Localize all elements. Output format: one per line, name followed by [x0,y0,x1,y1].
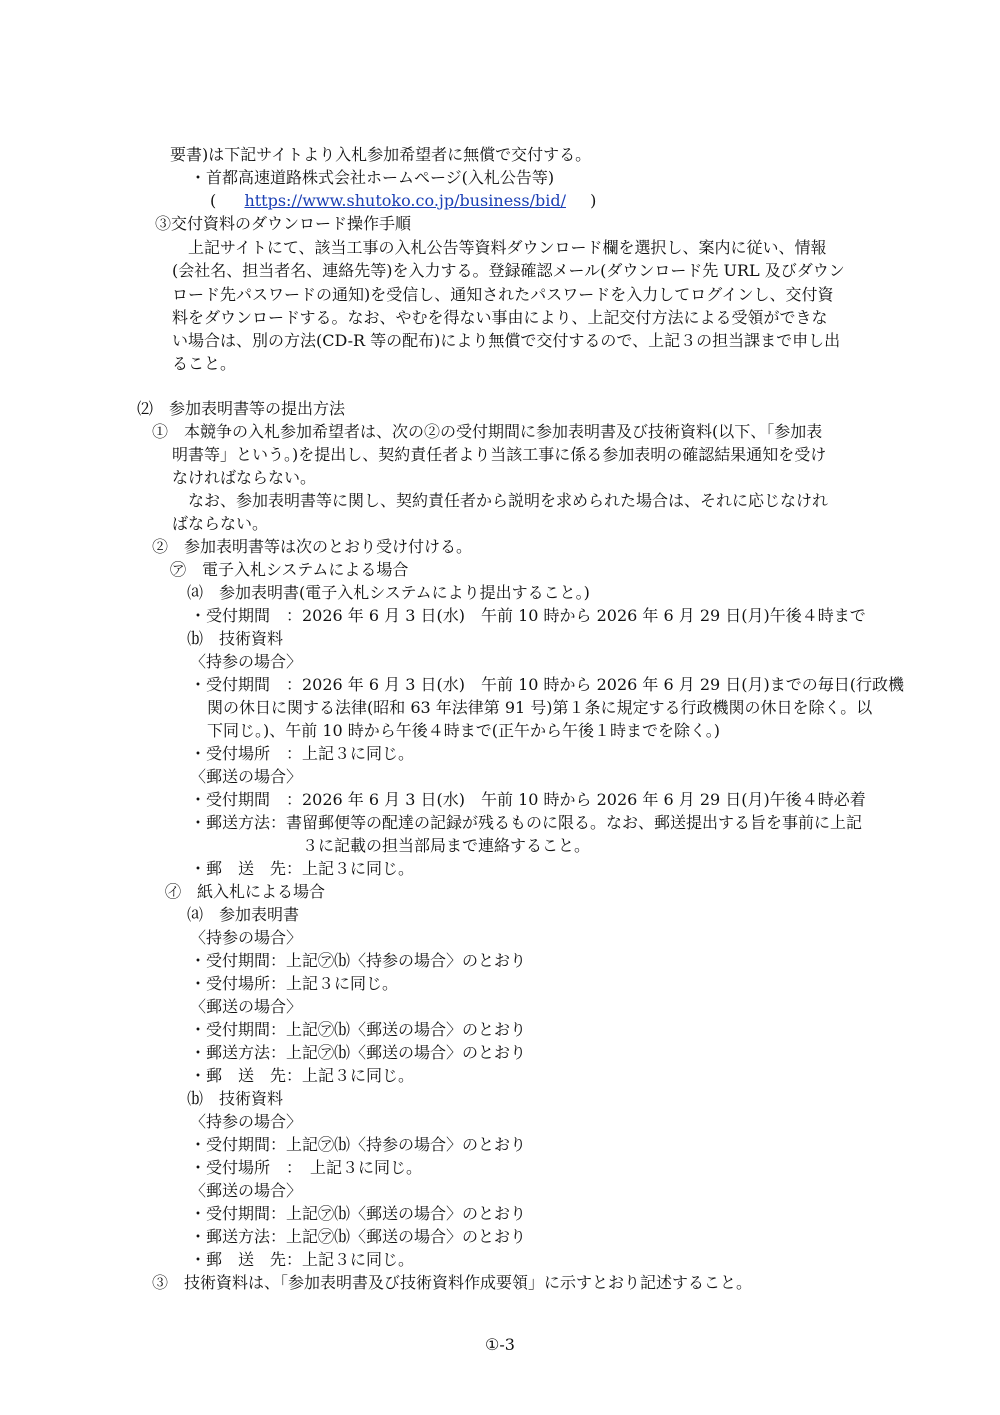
list-item: ・郵送方法：上記㋐⒝〈郵送の場合〉のとおり [190,1043,527,1062]
label: 〈持参の場合〉 [190,928,303,947]
paragraph-line: ること。 [172,354,237,373]
list-item: ・郵 送 先：上記３に同じ。 [190,859,415,878]
label: 〈持参の場合〉 [190,652,303,671]
list-item: ・受付場所 ：上記３に同じ。 [190,744,415,763]
label: 〈郵送の場合〉 [190,997,303,1016]
paragraph-line: 料をダウンロードする。なお、やむを得ない事由により、上記交付方法による受領ができな [172,308,828,327]
list-item: ・受付期間 ：2026 年 6 月 3 日(水) 午前 10 時から 2026 年 6 月 29 日(月)午後４時必着 [190,790,866,809]
paragraph-line: なお、参加表明書等に関し、契約責任者から説明を求められた場合は、それに応じなけれ [188,491,829,510]
paragraph-line: 明書等」という。)を提出し、契約責任者より当該工事に係る参加表明の確認結果通知を受け [172,445,827,464]
list-item: ・郵 送 先：上記３に同じ。 [190,1250,415,1269]
subheading: ㋐ 電子入札システムによる場合 [170,560,409,579]
list-item: ③ 技術資料は、「参加表明書及び技術資料作成要領」に示すとおり記述すること。 [152,1273,753,1292]
list-item: ・受付期間 ：2026 年 6 月 3 日(水) 午前 10 時から 2026 年 6 月 29 日(月)午後４時まで [190,606,866,625]
paren-close: ) [590,191,597,210]
paragraph-line: い場合は、別の方法(CD-R 等の配布)により無償で交付するので、上記３の担当課まで申し出 [172,331,841,350]
list-item: ・郵送方法：上記㋐⒝〈郵送の場合〉のとおり [190,1227,527,1246]
url-line [210,190,596,212]
paragraph-line: ① 本競争の入札参加希望者は、次の②の受付期間に参加表明書及び技術資料(以下、「参加表 [152,422,823,441]
paragraph-line: なければならない。 [172,468,317,487]
list-item: 関の休日に関する法律(昭和 63 年法律第 91 号)第１条に規定する行政機関の休日を除く。以 [207,698,873,717]
subheading: ⒜ 参加表明書 [187,905,300,924]
subheading: ㋑ 紙入札による場合 [165,882,326,901]
list-item: ・受付場所 ： 上記３に同じ。 [190,1158,423,1177]
list-item: 下同じ。)、午前 10 時から午後４時まで(正午から午後１時までを除く。) [207,721,720,740]
list-item: ・受付期間：上記㋐⒝〈持参の場合〉のとおり [190,951,527,970]
text-line: 要書)は下記サイトより入札参加希望者に無償で交付する。 [170,145,592,164]
list-item: ・受付期間 ：2026 年 6 月 3 日(水) 午前 10 時から 2026 年 6 月 29 日(月)までの毎日(行政機 [190,675,905,694]
list-item: ・受付場所：上記３に同じ。 [190,974,399,993]
subheading: ⒝ 技術資料 [187,1089,284,1108]
subheading: ⒜ 参加表明書(電子入札システムにより提出すること。) [187,583,590,602]
list-item: ・受付期間：上記㋐⒝〈郵送の場合〉のとおり [190,1204,527,1223]
text-line: ・首都高速道路株式会社ホームページ(入札公告等) [190,168,555,187]
label: 〈持参の場合〉 [190,1112,303,1131]
label: 〈郵送の場合〉 [190,1181,303,1200]
list-item: ・郵 送 先：上記３に同じ。 [190,1066,415,1085]
subheading: ③交付資料のダウンロード操作手順 [155,214,412,233]
list-item: ３に記載の担当部局まで連絡すること。 [302,836,591,855]
paragraph-line: (会社名、担当者名、連絡先等)を入力する。登録確認メール(ダウンロード先 URL 及びダウン [172,261,845,280]
paragraph-line: ばならない。 [172,514,269,533]
paren-open: ( [210,191,217,210]
page-number: ①-3 [485,1335,515,1354]
list-item: ・受付期間：上記㋐⒝〈郵送の場合〉のとおり [190,1020,527,1039]
section-heading: ⑵ 参加表明書等の提出方法 [137,399,346,418]
list-item: ・受付期間：上記㋐⒝〈持参の場合〉のとおり [190,1135,527,1154]
list-item: ・郵送方法：書留郵便等の配達の記録が残るものに限る。なお、郵送提出する旨を事前に上記 [190,813,863,832]
bid-site-link[interactable]: https://www.shutoko.co.jp/business/bid/ [244,191,566,210]
label: 〈郵送の場合〉 [190,767,303,786]
paragraph-line: 上記サイトにて、該当工事の入札公告等資料ダウンロード欄を選択し、案内に従い、情報 [188,238,827,257]
subheading: ⒝ 技術資料 [187,629,284,648]
list-item: ② 参加表明書等は次のとおり受け付ける。 [152,537,473,556]
paragraph-line: ロード先パスワードの通知)を受信し、通知されたパスワードを入力してログインし、交付資 [172,285,834,304]
